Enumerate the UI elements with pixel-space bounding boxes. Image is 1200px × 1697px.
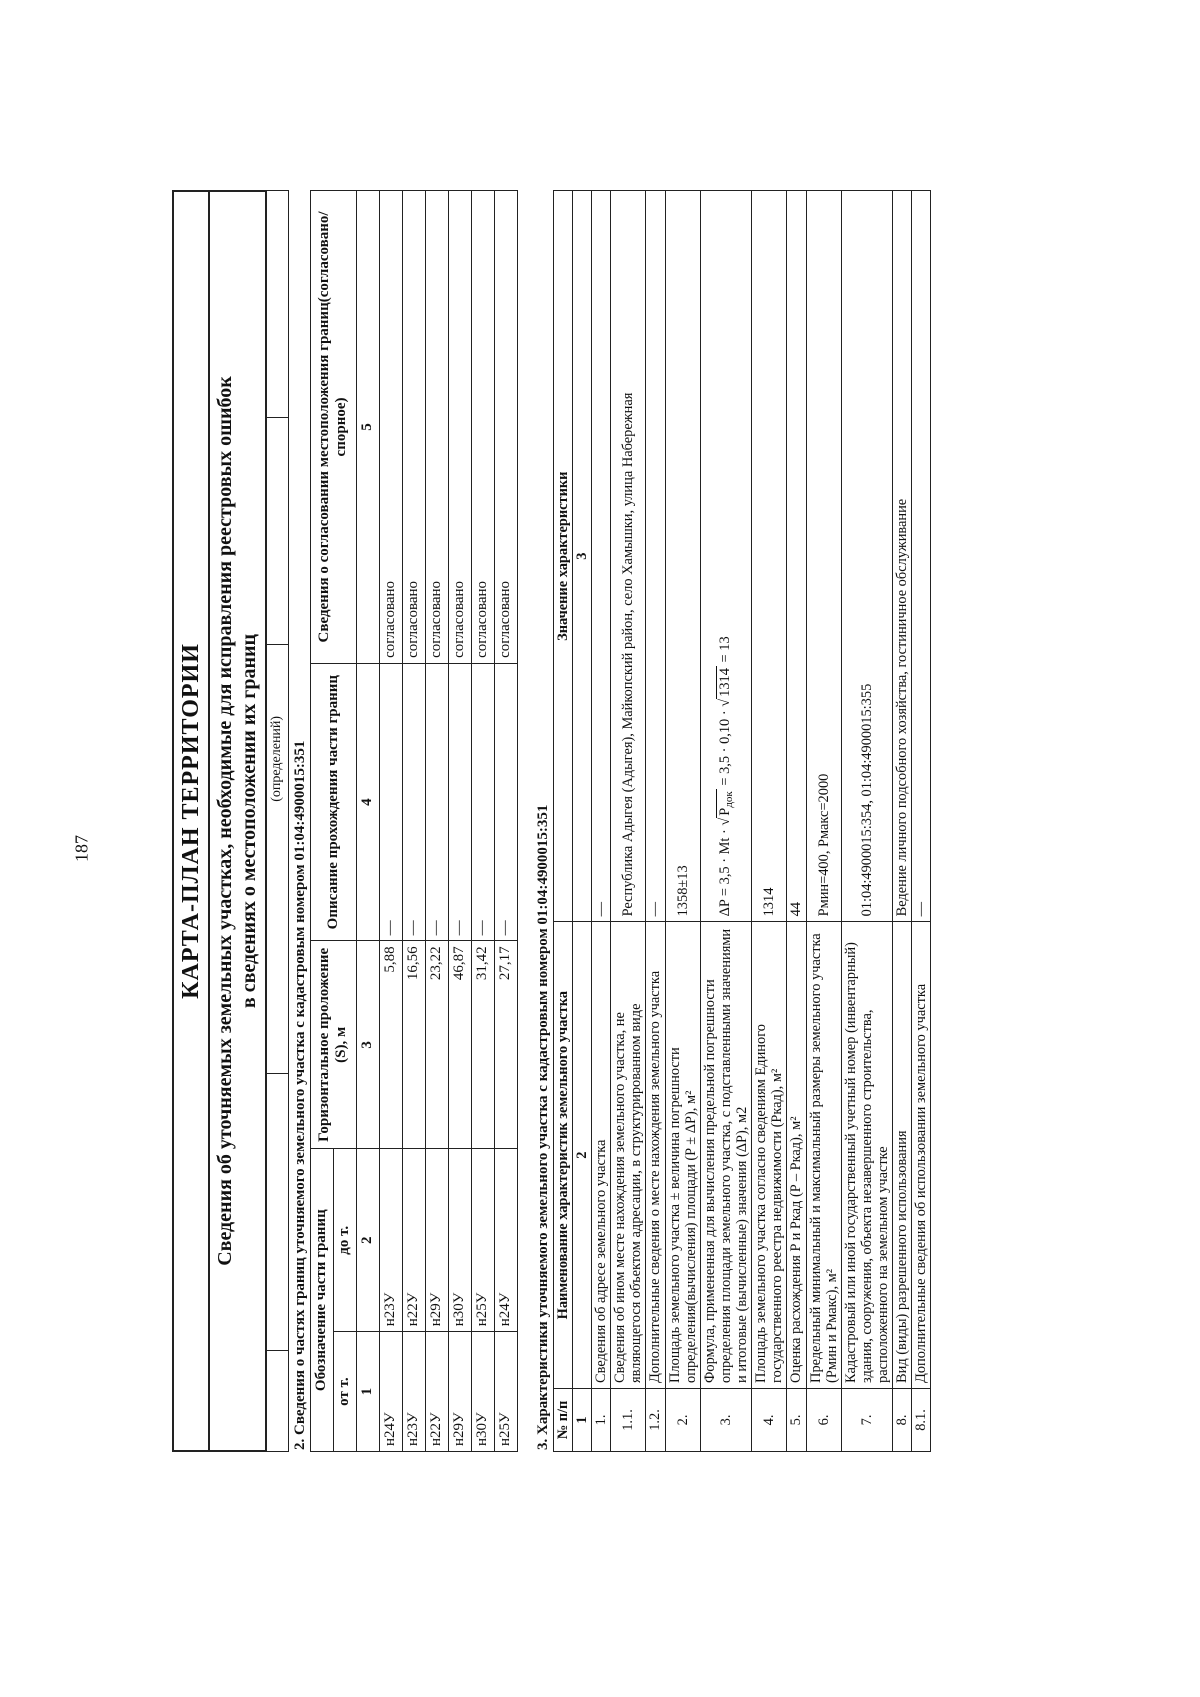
- table-row: [425, 191, 448, 1452]
- row-name: Площадь земельного участка ± величина погрешности определения(вычисления) площади (P ± ΔP), м²: [665, 922, 700, 1389]
- note-table: [266, 190, 289, 1452]
- row-no: 7.: [841, 1388, 892, 1451]
- col-agreement: Сведения о согласовании местоположения границ(согласовано/спорное): [310, 191, 356, 664]
- description-value: —: [448, 663, 471, 940]
- boundary-parts-table: [310, 190, 518, 1452]
- table-row: [592, 191, 611, 1452]
- row-no: 4.: [752, 1388, 787, 1451]
- col-length: Горизонтальное проложение (S), м: [310, 941, 356, 1149]
- note-cell: [266, 1351, 288, 1452]
- description-value: —: [402, 663, 425, 940]
- row-value: —: [912, 191, 931, 922]
- row-name: Сведения об ином месте нахождения земельного участка, не являющегося объектом адресации, в структурированном виде: [611, 922, 646, 1389]
- table-row: [494, 191, 517, 1452]
- radicand-base: P: [717, 807, 734, 816]
- row-name: Предельный минимальный и максимальный размеры земельного участка (Pмин и Pмакс), м²: [806, 922, 841, 1389]
- status-value: согласовано: [448, 191, 471, 664]
- table-row: [379, 191, 402, 1452]
- note-label: (определений): [269, 715, 285, 802]
- section-gap: [518, 190, 532, 1452]
- subtitle-line-2: в сведениях о местоположении их границ: [238, 633, 261, 1009]
- table-row: [471, 191, 494, 1452]
- row-value: 1358±13: [665, 191, 700, 922]
- row-value: 01:04:4900015:354, 01:04:4900015:355: [841, 191, 892, 922]
- table-row: [893, 191, 912, 1452]
- status-value: согласовано: [425, 191, 448, 664]
- col-to: до т.: [333, 1149, 356, 1332]
- row-no: 5.: [787, 1388, 806, 1451]
- formula-value: [700, 191, 751, 922]
- length-value: 23,22: [425, 941, 448, 1149]
- row-name: Дополнительные сведения об использовании земельного участка: [912, 922, 931, 1389]
- point-from: н22У: [425, 1332, 448, 1452]
- row-no: 8.: [893, 1388, 912, 1451]
- formula-middle: = 3,5 · 0,10 ·: [717, 706, 734, 790]
- col-designation: Обозначение части границ: [310, 1149, 333, 1452]
- row-no: 1.1.: [611, 1388, 646, 1451]
- header-table: [172, 190, 266, 1452]
- row-value: 1314: [752, 191, 787, 922]
- row-name: Сведения об адресе земельного участка: [592, 922, 611, 1389]
- table-row: [841, 191, 892, 1452]
- description-value: —: [379, 663, 402, 940]
- page-number: 187: [71, 835, 92, 862]
- row-name: Площадь земельного участка согласно сведениям Единого государственного реестра недвижимости (Pкад), м²: [752, 922, 787, 1389]
- row-value: —: [592, 191, 611, 922]
- point-to: н23У: [379, 1149, 402, 1332]
- col-no: № п/п: [553, 1388, 572, 1451]
- row-name: Оценка расхождения P и Pкад (P – Pкад), м²: [787, 922, 806, 1389]
- section3-title: 3. Характеристики уточняемого земельного участка с кадастровым номером 01:04:4900015:351: [534, 804, 551, 1450]
- status-value: согласовано: [379, 191, 402, 664]
- point-to: н25У: [471, 1149, 494, 1332]
- col-number: 2: [356, 1149, 379, 1332]
- table-row: [646, 191, 665, 1452]
- length-value: 16,56: [402, 941, 425, 1149]
- col-from: от т.: [333, 1332, 356, 1452]
- sqrt-radicand: [716, 789, 735, 817]
- col-number: 2: [572, 922, 591, 1389]
- status-value: согласовано: [494, 191, 517, 664]
- description-value: —: [471, 663, 494, 940]
- row-name: Формула, примененная для вычисления предельной погрешности определения площади земельного участка, с подставленными значениями и итоговые (вычисленные) значения (ΔP), м2: [700, 922, 751, 1389]
- table-row: [665, 191, 700, 1452]
- sqrt-radicand-2: 1314: [717, 668, 734, 697]
- table-row: [787, 191, 806, 1452]
- point-from: н23У: [402, 1332, 425, 1452]
- row-value: 44: [787, 191, 806, 922]
- col-number: 3: [572, 191, 591, 922]
- table-row: [806, 191, 841, 1452]
- row-no: 2.: [665, 1388, 700, 1451]
- note-cell: [266, 1073, 288, 1350]
- row-name: Вид (виды) разрешенного использования: [893, 922, 912, 1389]
- col-value: Значение характеристики: [553, 191, 572, 922]
- description-value: —: [494, 663, 517, 940]
- length-value: 31,42: [471, 941, 494, 1149]
- row-no: 1.2.: [646, 1388, 665, 1451]
- point-from: н24У: [379, 1332, 402, 1452]
- length-value: 5,88: [379, 941, 402, 1149]
- rotated-sheet: [172, 190, 1030, 1452]
- status-value: согласовано: [402, 191, 425, 664]
- length-value: 27,17: [494, 941, 517, 1149]
- table-row: [700, 191, 751, 1452]
- section2-title: 2. Сведения о частях границ уточняемого земельного участка с кадастровым номером 01:04:4900015:351: [291, 740, 308, 1450]
- row-no: 8.1.: [912, 1388, 931, 1451]
- point-to: н24У: [494, 1149, 517, 1332]
- sqrt-sign: √: [717, 817, 734, 826]
- row-name: Дополнительные сведения о месте нахождения земельного участка: [646, 922, 665, 1389]
- table-row: [402, 191, 425, 1452]
- col-number: 1: [356, 1332, 379, 1452]
- row-value: Республика Адыгея (Адыгея), Майкопский район, село Хамышки, улица Набережная: [611, 191, 646, 922]
- status-value: согласовано: [471, 191, 494, 664]
- row-no: 1.: [592, 1388, 611, 1451]
- col-name: Наименование характеристик земельного участка: [553, 922, 572, 1389]
- point-from: н30У: [471, 1332, 494, 1452]
- main-title: КАРТА-ПЛАН ТЕРРИТОРИИ: [173, 191, 209, 1451]
- subtitle-line-1: Сведения об уточняемых земельных участках, необходимые для исправления реестровых ошибок: [214, 376, 236, 1266]
- radicand-sub: док: [723, 791, 736, 808]
- description-value: —: [425, 663, 448, 940]
- characteristics-table: [553, 190, 932, 1452]
- point-to: н29У: [425, 1149, 448, 1332]
- formula-result: = 13: [717, 636, 734, 667]
- row-name: Кадастровый или иной государственный учетный номер (инвентарный) здания, сооружения, объекта незавершенного строительства, расположенного на земельном участке: [841, 922, 892, 1389]
- table-row: [912, 191, 931, 1452]
- point-from: н29У: [448, 1332, 471, 1452]
- formula-prefix: ΔP = 3,5 · Mt ·: [717, 825, 734, 917]
- length-value: 46,87: [448, 941, 471, 1149]
- col-number: 5: [356, 191, 379, 664]
- note-cell: [266, 418, 288, 645]
- row-no: 6.: [806, 1388, 841, 1451]
- row-value: Ведение личного подсобного хозяйства, гостиничное обслуживание: [893, 191, 912, 922]
- col-description: Описание прохождения части границ: [310, 663, 356, 940]
- row-no: 3.: [700, 1388, 751, 1451]
- note-cell: [266, 191, 288, 418]
- point-from: н25У: [494, 1332, 517, 1452]
- table-row: [611, 191, 646, 1452]
- table-row: [448, 191, 471, 1452]
- sqrt-sign: √: [717, 698, 734, 707]
- point-to: н30У: [448, 1149, 471, 1332]
- col-number: 1: [572, 1388, 591, 1451]
- note-text: [266, 644, 288, 1073]
- row-value: —: [646, 191, 665, 922]
- point-to: н22У: [402, 1149, 425, 1332]
- row-value: Pмин=400, Pмакс=2000: [806, 191, 841, 922]
- table-row: [752, 191, 787, 1452]
- subtitle: [209, 191, 265, 1451]
- col-number: 4: [356, 663, 379, 940]
- col-number: 3: [356, 941, 379, 1149]
